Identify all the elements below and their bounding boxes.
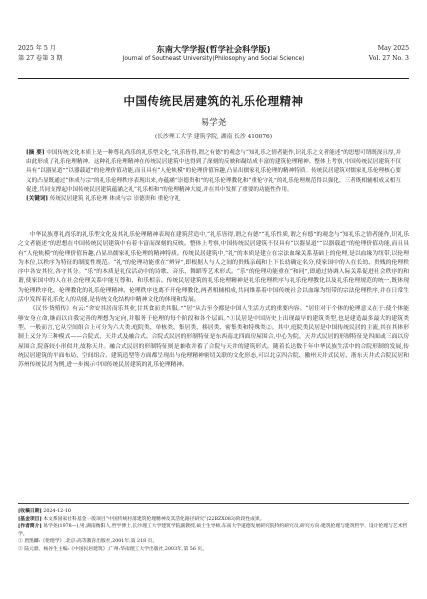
journal-title-en: Journal of Southeast University(Philosophy and Social Science) bbox=[122, 56, 305, 62]
issue-volume-en: Vol. 27 No. 3 bbox=[368, 55, 409, 62]
author-affiliation: (长沙理工大学 建筑学院, 湖南 长沙 410076) bbox=[154, 134, 273, 140]
footnote-item: ② 陆元鼎、杨谷生主编:《中国民居建筑》,广州:华南理工大学出版社,2003年,第 56 页。 bbox=[18, 546, 207, 552]
footnote-item: ① 唐凯麟:《伦理学》,北京:高等教育出版社,2001年,第 218 页。 bbox=[18, 539, 158, 545]
abstract-label: [摘 要] bbox=[26, 150, 45, 156]
footnotes-section bbox=[18, 503, 409, 554]
header-center bbox=[18, 44, 409, 64]
footnote-item: [基金项目] 本文系国家社科基金一般项目“中国传统村落建筑伦理精神及其活化路径研究”(22BZX083)阶段性成果。 bbox=[18, 515, 265, 522]
journal-title-cn: 东南大学学报(哲学社会科学版) bbox=[156, 44, 271, 54]
issue-date: 2025 年 5 月 bbox=[18, 45, 56, 52]
issue-volume: 第 27 卷第 3 期 bbox=[18, 55, 63, 62]
article-title: 中国传统民居建筑的礼乐伦理精神 bbox=[123, 94, 304, 108]
body-paragraph: 中华民族尊礼尚乐的礼乐型文化及其礼乐伦理精神表现在建筑营造中,“礼乐皆得,谓之有德”“礼乐性质,谓之有德”的观念与“知礼乐之情者能作,识礼乐之文者能述”的思想在中国传统民居建筑中有着丰富而深刻的反映。整体上考察,中国传统民居建筑不仅具有“以器显道”“以器载道”的伦理价值功能,而且具有“人伦轨模”的伦理价值旨趣,凸显出儒家礼乐伦理的精神特质。传统民居建筑中,“礼”的本质是建立在宗法血缘关系基础上的伦理,是以血缘为纽带,以伦理为本位,以秩序为特征的制度性规范。“礼”的伦理功能重在“辨异”,即根据人与人之间的贵贱亲疏和上下长幼确定名分,使家国中的人在长幼、贵贱的伦理秩序中各安其位,各守其分。“乐”的本质是礼仪活动中的诗歌、音乐、舞蹈等艺术形式。“乐”的伦理功能重在“和同”,即通过协调人际关系促进社会秩序的和谐,使家国中的人在社会伦理关系中能互尊和、和乐相亲。传统民居建筑的礼乐伦理精神是礼乐伦理秩序与礼乐伦理教化以及礼乐伦理规范的统一,既体现为伦理秩序化、伦理教化的礼乐伦理精神、伦理秩序也离不开伦理教化,两者相辅相成,共同维系着中国传统社会以血缘为纽带的宗法伦理秩序,并在日常生活中发挥着礼乐化人的功能,是传统文化结构中精神文化的体现和发展。 bbox=[18, 232, 409, 304]
abstract-section bbox=[26, 149, 401, 204]
keywords-row bbox=[26, 195, 401, 204]
header-right bbox=[369, 44, 409, 64]
keywords-label: [关键词] bbox=[26, 196, 49, 203]
article-body bbox=[18, 231, 409, 370]
footnote-item: [作者简介] 易学尧(1978—),男,湖南衡阳人,哲学博士,长沙理工大学建筑学院副教授,硕士生导师,东南大学道德发展研究院特约研究员,研究方向:建筑伦理与建筑哲学、设计伦理与艺术哲学。 bbox=[18, 523, 408, 537]
article-author: 易学尧 bbox=[200, 118, 227, 128]
issue-date-en: May 2025 bbox=[377, 45, 409, 52]
abstract-paragraph bbox=[26, 149, 401, 195]
abstract-text: 中国传统文化本质上是一种尊礼尚乐的礼乐型文化,“礼乐皆得,谓之有德”的观念与“知礼乐之情者能作,识礼乐之文者能述”的思想可谓既深且厚,并由此形成了礼乐伦理精神。这种礼乐伦理精神在传统民居建筑中也得到了深刻的反映和凝结成丰富的建筑伦理精神。整体上考察,中国传统民居建筑不仅具有“以器显道”“以器载道”的伦理价值功能,而且具有“人伦轨模”的伦理价值旨趣,凸显出儒家礼乐伦理的精神特质。传统民居建筑对儒家礼乐伦理核心要义的凸显既通过“体成与宗”的礼乐伦理秩序表现出来,亦蕴涵“崇德贵和”的礼乐伦理教化和“重伦守礼”的礼乐伦理规范得以强化。三者既相辅相成又相互促进,共同支撑起中国传统民居建筑蕴涵之礼“礼乐相和”的伦理精神大厦,并在其中发挥了重要的功能性作用。 bbox=[26, 150, 401, 193]
footnote-item: [收稿日期] 2024-12-10 bbox=[18, 508, 71, 514]
body-paragraph: 《汉书·货殖传》有云:“舍安其居而乐其业,甘其食而美其服。”“居”从古至今都是中国人生活方式的重要内容。“居住对于个体的伦理意义在于:使个体能够安身立命,继而以自我完善的理想为定向,并服务于伦理的每个阶段和各个层面。”①民居是中国历史上出现最早的建筑类型,也是建造最多最大的建筑类型。一般而言,它从空间组合上可分为六大类:庭院类、单栋类、集居类、移居类、密集类和特殊类②。其中,庭院类民居是中国传统民居的主流,其在其体形制上又分为三种模式——合院式、天井式及融合式。合院式民居的形制特征是东西南北四面房屋围合,中心为院。天井式民居的形制特征是四面或三面以房屋围合,院落较小形似井,故称天井。融合式民居的形制特征则是兼收并蓄了合院与天井的建筑形式。随着长达数千年中华民族生活中的合院形制的发展,传统民居建筑的平面布局、空间组合、建筑造型等方面都呈现出与伦理精神密切关联的文化形态,可以北京四合院、徽州天井式民居、浙东天井式合院民居和苏州传统民居为例,进一步揭示中国传统民居建筑的礼乐伦理精神。 bbox=[18, 306, 409, 369]
keywords-text: 传统民居建筑 礼乐伦理 体成与宗 崇德贵和 重伦守礼 bbox=[49, 196, 181, 203]
journal-header bbox=[18, 44, 409, 79]
